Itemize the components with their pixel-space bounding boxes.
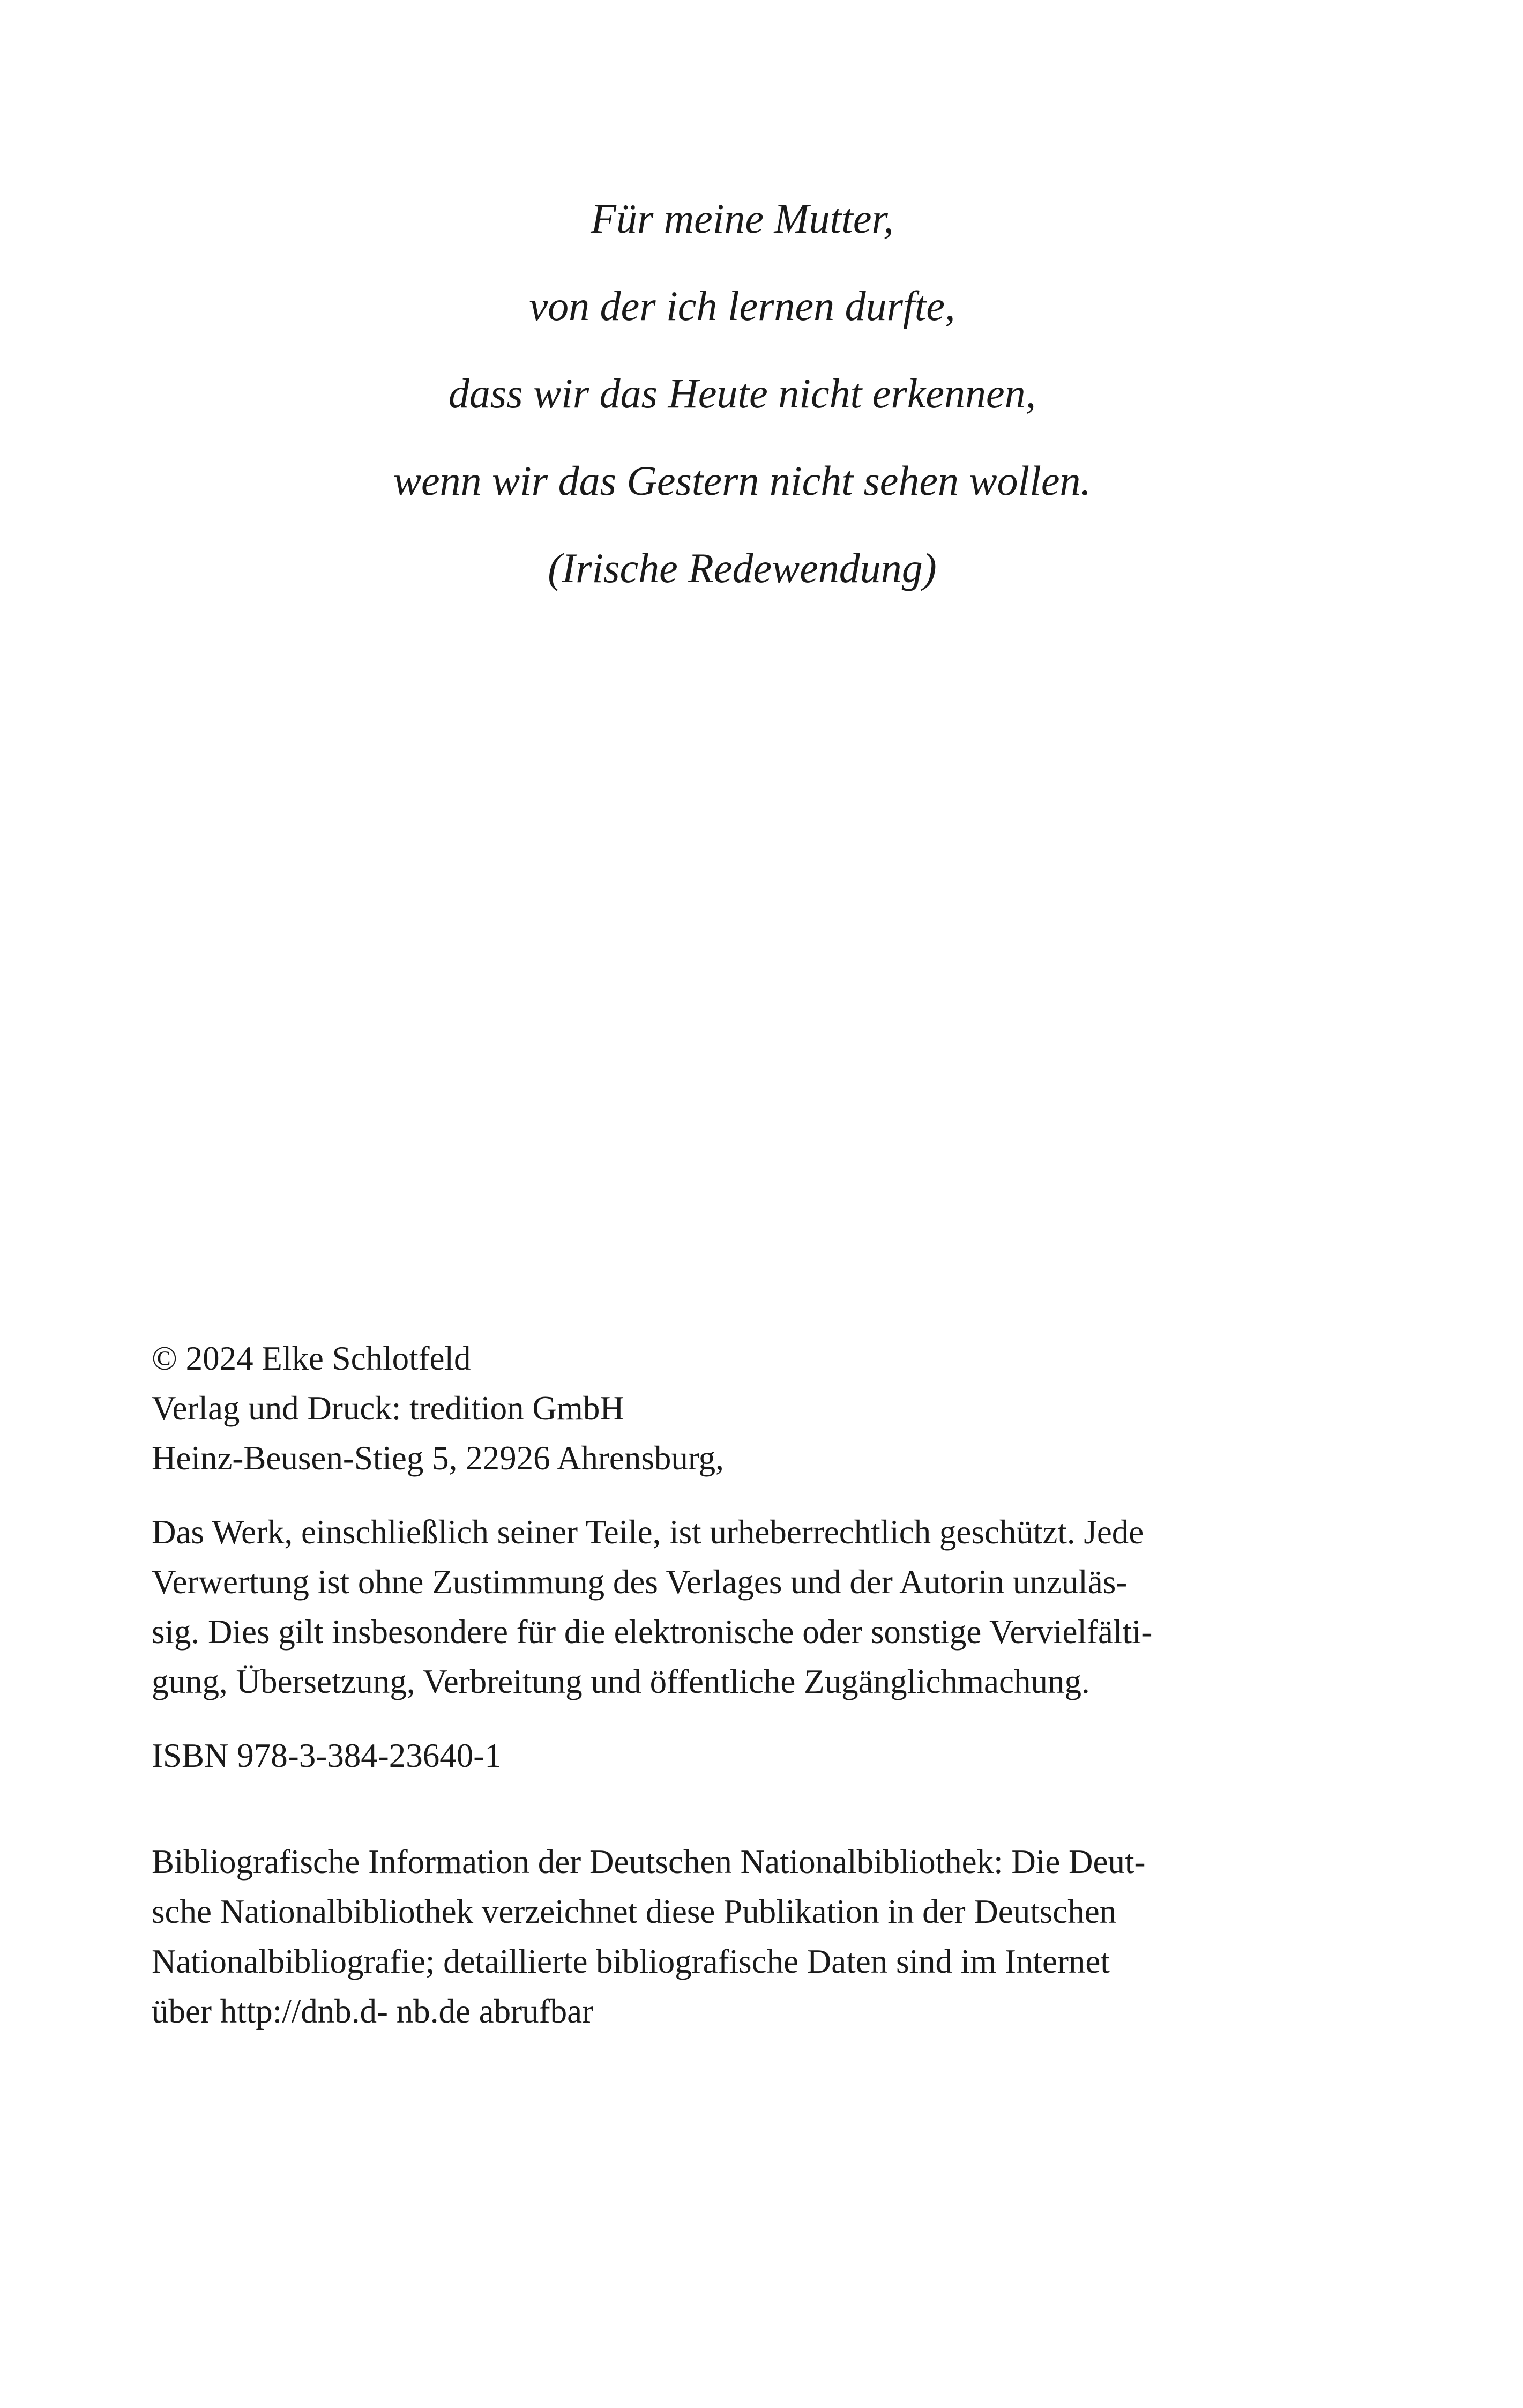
dnb-line: über http://dnb.d- nb.de abrufbar bbox=[152, 1993, 594, 2030]
dnb-line: sche Nationalbibliothek verzeichnet diese Publikation in der Deutschen bbox=[152, 1893, 1117, 1930]
publisher-line: Verlag und Druck: tredition GmbH bbox=[152, 1389, 624, 1427]
dedication-line: dass wir das Heute nicht erkennen, bbox=[448, 370, 1036, 417]
rights-line: Das Werk, einschließlich seiner Teile, ist urheberrechtlich geschützt. Jede bbox=[152, 1513, 1144, 1551]
rights-line: Verwertung ist ohne Zustimmung des Verlages und der Autorin unzuläs- bbox=[152, 1563, 1128, 1601]
dnb-line: Bibliografische Information der Deutschen Nationalbibliothek: Die Deut- bbox=[152, 1843, 1146, 1881]
dnb-line: Nationalbibliografie; detaillierte bibliografische Daten sind im Internet bbox=[152, 1943, 1110, 1980]
publisher-block bbox=[152, 1334, 1384, 1483]
dedication bbox=[0, 175, 1484, 612]
copyright-line: © 2024 Elke Schlotfeld bbox=[152, 1340, 471, 1377]
dedication-line: von der ich lernen durfte, bbox=[529, 283, 955, 329]
rights-line: sig. Dies gilt insbesondere für die elektronische oder sonstige Vervielfälti- bbox=[152, 1613, 1153, 1651]
rights-notice bbox=[152, 1507, 1384, 1707]
dedication-source: (Irische Redewendung) bbox=[548, 545, 937, 591]
isbn: ISBN 978-3-384-23640-1 bbox=[152, 1737, 502, 1774]
dedication-line: wenn wir das Gestern nicht sehen wollen. bbox=[393, 457, 1092, 504]
dedication-line: Für meine Mutter, bbox=[591, 195, 894, 242]
rights-line: gung, Übersetzung, Verbreitung und öffentliche Zugänglichmachung. bbox=[152, 1663, 1090, 1700]
imprint bbox=[152, 1334, 1384, 2037]
dnb-notice bbox=[152, 1837, 1384, 2037]
address-line: Heinz-Beusen-Stieg 5, 22926 Ahrensburg, bbox=[152, 1439, 724, 1477]
